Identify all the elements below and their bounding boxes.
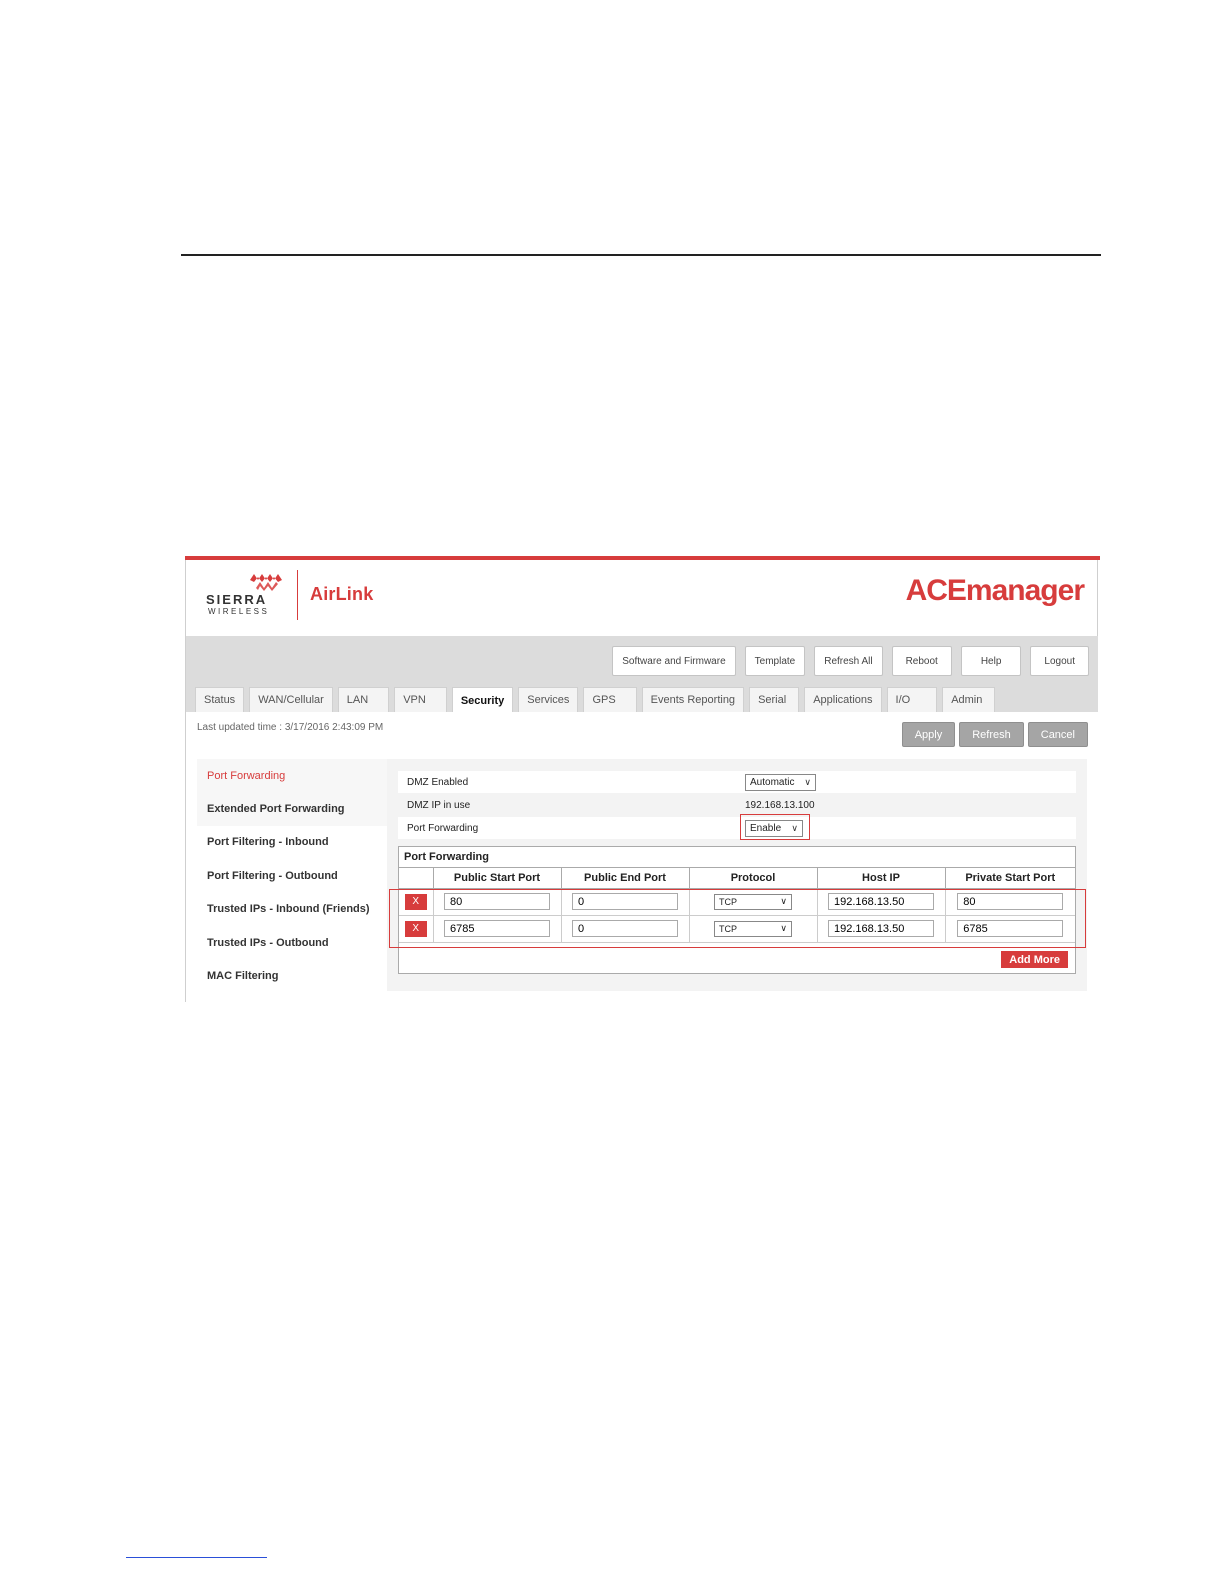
table-header-row xyxy=(399,868,1075,888)
delete-row-button[interactable]: X xyxy=(405,921,427,937)
port-forwarding-row xyxy=(398,817,1076,839)
sierra-wordmark: SIERRA xyxy=(206,592,268,607)
header-band xyxy=(186,636,1098,712)
tab-lan[interactable]: LAN xyxy=(338,687,389,712)
column-header: Public End Port xyxy=(561,868,689,888)
sierra-wireless-logo xyxy=(204,570,404,622)
action-buttons xyxy=(902,722,1088,747)
dmz-ip-row xyxy=(398,794,1076,816)
tab-serial[interactable]: Serial xyxy=(749,687,799,712)
sierra-wireless-mark-icon xyxy=(248,570,284,592)
template-button[interactable]: Template xyxy=(745,646,806,676)
document-header-rule xyxy=(181,254,1101,256)
acemanager-window xyxy=(185,556,1098,1002)
column-header: Public Start Port xyxy=(433,868,561,888)
chevron-down-icon: ∨ xyxy=(804,776,811,787)
security-content xyxy=(186,712,1098,1002)
protocol-value: TCP xyxy=(719,896,737,907)
footer-link-underline xyxy=(126,1557,267,1558)
brand-top-bar xyxy=(185,556,1100,560)
rows-highlight xyxy=(389,889,1086,948)
tab-applications[interactable]: Applications xyxy=(804,687,881,712)
dmz-enabled-value: Automatic xyxy=(750,776,795,788)
port-forwarding-highlight xyxy=(740,814,810,840)
refresh-button[interactable]: Refresh xyxy=(959,722,1024,747)
apply-button[interactable]: Apply xyxy=(902,722,956,747)
tab-wan-cellular[interactable]: WAN/Cellular xyxy=(249,687,333,712)
security-sidebar xyxy=(197,759,387,993)
chevron-down-icon: ∨ xyxy=(791,822,798,833)
sidebar-item-mac-filtering[interactable]: MAC Filtering xyxy=(207,970,279,983)
tab-gps[interactable]: GPS xyxy=(583,687,636,712)
port-forwarding-value: Enable xyxy=(750,822,782,834)
sidebar-item-extended-port-forwarding[interactable]: Extended Port Forwarding xyxy=(197,792,387,825)
sidebar-item-port-filtering-outbound[interactable]: Port Filtering - Outbound xyxy=(197,859,387,892)
dmz-enabled-row xyxy=(398,771,1076,793)
tab-security[interactable]: Security xyxy=(452,687,513,713)
software-firmware-button[interactable]: Software and Firmware xyxy=(612,646,735,676)
add-more-button[interactable]: Add More xyxy=(1001,951,1068,968)
tab-vpn[interactable]: VPN xyxy=(394,687,447,712)
help-button[interactable]: Help xyxy=(961,646,1022,676)
protocol-value: TCP xyxy=(719,923,737,934)
column-header: Host IP xyxy=(817,868,945,888)
column-header: Private Start Port xyxy=(945,868,1075,888)
acemanager-logo: ACEmanager xyxy=(905,574,1084,607)
column-header: Protocol xyxy=(689,868,817,888)
tab-services[interactable]: Services xyxy=(518,687,578,712)
tab-events-reporting[interactable]: Events Reporting xyxy=(642,687,744,712)
dmz-ip-value: 192.168.13.100 xyxy=(745,799,815,811)
wireless-wordmark: WIRELESS xyxy=(208,607,270,616)
refresh-all-button[interactable]: Refresh All xyxy=(814,646,882,676)
last-updated-time: Last updated time : 3/17/2016 2:43:09 PM xyxy=(197,722,384,733)
port-forwarding-panel xyxy=(387,759,1087,991)
sidebar-item-port-filtering-inbound[interactable]: Port Filtering - Inbound xyxy=(207,836,329,849)
delete-column-header xyxy=(399,868,433,888)
chevron-down-icon: ∨ xyxy=(780,922,787,933)
logout-button[interactable]: Logout xyxy=(1030,646,1089,676)
chevron-down-icon: ∨ xyxy=(780,895,787,906)
main-tabs xyxy=(195,687,995,713)
tab-io[interactable]: I/O xyxy=(887,687,938,712)
port-forwarding-label: Port Forwarding xyxy=(407,822,479,834)
reboot-button[interactable]: Reboot xyxy=(892,646,952,676)
airlink-wordmark: AirLink xyxy=(310,584,374,604)
tab-status[interactable]: Status xyxy=(195,687,244,712)
cancel-button[interactable]: Cancel xyxy=(1028,722,1088,747)
sidebar-item-port-forwarding[interactable]: Port Forwarding xyxy=(197,759,387,792)
dmz-enabled-label: DMZ Enabled xyxy=(407,776,469,788)
dmz-enabled-select[interactable] xyxy=(745,774,816,791)
dmz-ip-label: DMZ IP in use xyxy=(407,799,471,811)
top-button-bar xyxy=(612,646,1089,676)
sidebar-item-trusted-ips-inbound[interactable]: Trusted IPs - Inbound (Friends) xyxy=(207,903,370,916)
brand-divider xyxy=(297,570,298,620)
tab-admin[interactable]: Admin xyxy=(942,687,995,712)
sidebar-item-trusted-ips-outbound[interactable]: Trusted IPs - Outbound xyxy=(197,926,387,959)
port-forwarding-table-title: Port Forwarding xyxy=(399,847,1075,868)
delete-row-button[interactable]: X xyxy=(405,894,427,910)
